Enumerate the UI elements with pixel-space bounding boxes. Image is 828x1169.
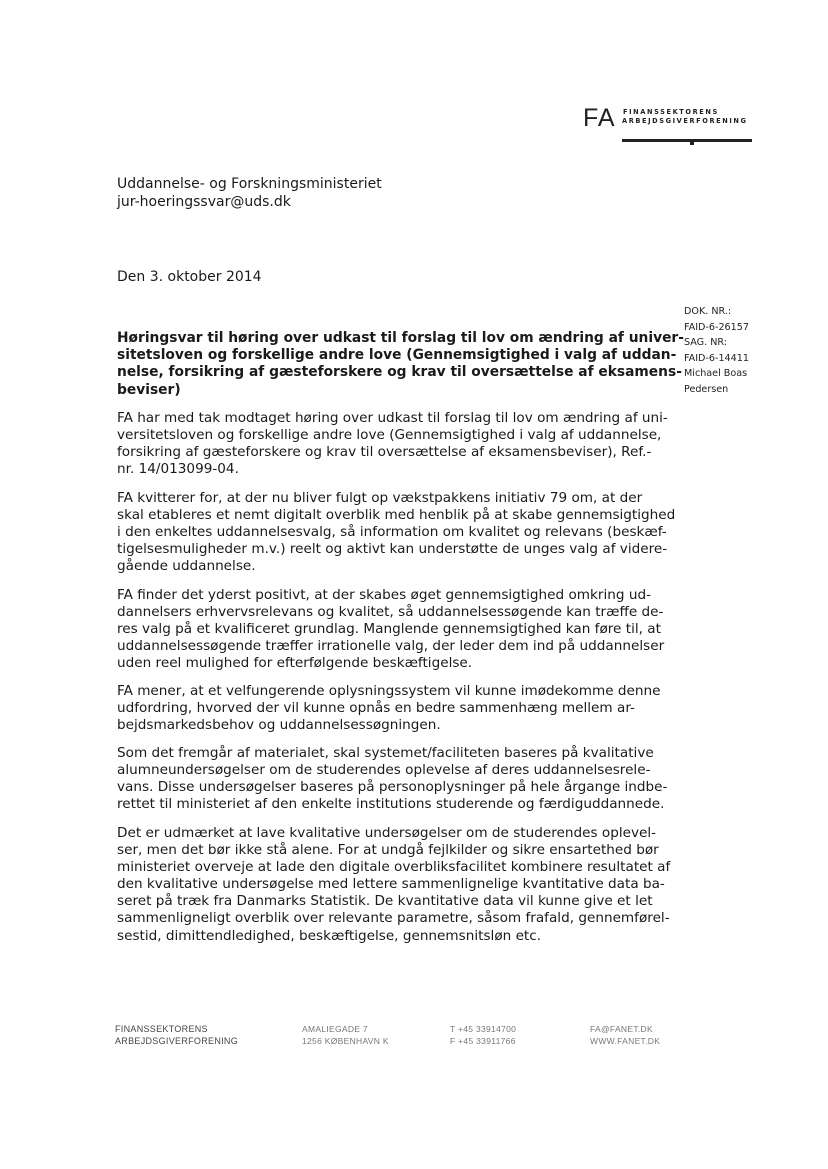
logo-text-line1: FINANSSEKTORENS — [623, 108, 719, 116]
text-line: vans. Disse undersøgelser baseres på personoplysninger på hele årgange indbe- — [117, 779, 668, 796]
text-line: den kvalitative undersøgelse med lettere sammenlignelige kvantitative data ba- — [117, 876, 665, 893]
text-line: versitetsloven og forskellige andre love (Gennemsigtighed i valg af uddannelse, — [117, 427, 662, 444]
title-line: sitetsloven og forskellige andre love (Gennemsigtighed i valg af uddan- — [117, 347, 677, 364]
text-line: FA har med tak modtaget høring over udkast til forslag til lov om ændring af uni- — [117, 410, 668, 426]
footer-fax: F +45 33911766 — [450, 1035, 516, 1046]
text-line: forsikring af gæsteforskere og krav til oversættelse af eksamensbeviser), Ref.- — [117, 444, 652, 461]
dok-label: DOK. NR.: — [684, 306, 732, 317]
text-line: dannelsers erhvervsrelevans og kvalitet, så uddannelsessøgende kan træffe de- — [117, 604, 664, 621]
text-line: Som det fremgår af materialet, skal systemet/faciliteten baseres på kvalitative — [117, 745, 654, 761]
text-line: ministeriet overveje at lade den digitale overbliksfacilitet kombinere resultatet af — [117, 859, 671, 876]
footer-org-line: ARBEJDSGIVERFORENING — [115, 1035, 239, 1046]
letter-title — [117, 330, 684, 399]
recipient-block — [117, 175, 382, 211]
text-line: nr. 14/013099-04. — [117, 461, 239, 478]
footer-street: AMALIEGADE 7 — [302, 1024, 368, 1034]
logo-bar-tick — [690, 141, 694, 145]
text-line: i den enkeltes uddannelsesvalg, så information om kvalitet og relevans (beskæf- — [117, 524, 667, 541]
title-line: nelse, forsikring af gæsteforskere og krav til oversættelse af eksamens- — [117, 364, 682, 381]
text-line: bejdsmarkedsbehov og uddannelsessøgningen. — [117, 717, 441, 734]
footer-phone: T +45 33914700 — [450, 1024, 517, 1034]
author-name: Michael Boas — [684, 368, 748, 379]
text-line: sammenligneligt overblik over relevante parametre, såsom frafald, gennemførel- — [117, 910, 670, 927]
footer-website: WWW.FANET.DK — [590, 1035, 661, 1046]
logo-text-line2: ARBEJDSGIVERFORENING — [622, 117, 748, 125]
text-line: res valg på et kvalificeret grundlag. Manglende gennemsigtighed kan føre til, at — [117, 621, 661, 638]
title-line: beviser) — [117, 381, 181, 398]
logo-bar — [690, 139, 752, 142]
document-meta — [684, 304, 749, 397]
logo-mark: FA — [583, 104, 616, 132]
footer-organization — [115, 1024, 238, 1047]
logo-bar — [622, 139, 690, 142]
text-line: udfordring, hvorved der vil kunne opnås en bedre sammenhæng mellem ar- — [117, 700, 635, 717]
text-line: seret på træk fra Danmarks Statistik. De kvantitative data vil kunne give et let — [117, 893, 653, 910]
text-line: FA kvitterer for, at der nu bliver fulgt op vækstpakkens initiativ 79 om, at der — [117, 490, 643, 506]
text-line: FA mener, at et velfungerende oplysningssystem vil kunne imødekomme denne — [117, 683, 661, 699]
recipient-name: Uddannelse- og Forskningsministeriet — [117, 176, 382, 192]
text-line: ser, men det bør ikke stå alene. For at undgå fejlkilder og sikre ensartethed bør — [117, 842, 659, 859]
text-line: Det er udmærket at lave kvalitative undersøgelser om de studerendes oplevel- — [117, 825, 657, 841]
recipient-email: jur-hoeringssvar@uds.dk — [117, 194, 291, 210]
letter-date: Den 3. oktober 2014 — [117, 269, 262, 285]
text-line: skal etableres et nemt digitalt overblik med henblik på at skabe gennemsigtighed — [117, 507, 676, 524]
paragraph-6 — [117, 825, 671, 945]
dok-value: FAID-6-26157 — [684, 321, 749, 333]
footer-org-line: FINANSSEKTORENS — [115, 1024, 208, 1034]
footer-web — [590, 1024, 660, 1047]
paragraph-5 — [117, 745, 668, 813]
paragraph-2 — [117, 490, 676, 575]
text-line: alumneundersøgelser om de studerendes oplevelse af deres uddannelsesrele- — [117, 762, 651, 779]
text-line: tigelsesmuligheder m.v.) reelt og aktivt kan understøtte de unges valg af videre- — [117, 541, 668, 558]
paragraph-1 — [117, 410, 668, 478]
text-line: FA finder det yderst positivt, at der skabes øget gennemsigtighed omkring ud- — [117, 587, 651, 603]
paragraph-3 — [117, 587, 665, 672]
text-line: uden reel mulighed for efterfølgende beskæftigelse. — [117, 655, 473, 672]
text-line: rettet til ministeriet af den enkelte institutions studerende og færdiguddannede. — [117, 796, 665, 813]
text-line: uddannelsessøgende træffer irrationelle valg, der leder dem ind på uddannelser — [117, 638, 665, 655]
title-line: Høringsvar til høring over udkast til forslag til lov om ændring af univer- — [117, 330, 684, 346]
text-line: gående uddannelse. — [117, 558, 256, 575]
footer-address — [302, 1024, 389, 1047]
sag-value: FAID-6-14411 — [684, 352, 749, 364]
footer-city: 1256 KØBENHAVN K — [302, 1035, 389, 1046]
paragraph-4 — [117, 683, 661, 734]
footer-email: FA@FANET.DK — [590, 1024, 653, 1034]
sag-label: SAG. NR: — [684, 337, 727, 348]
footer-contact — [450, 1024, 516, 1047]
text-line: sestid, dimittendledighed, beskæftigelse, gennemsnitsløn etc. — [117, 927, 542, 944]
author-name-cont: Pedersen — [684, 383, 729, 395]
